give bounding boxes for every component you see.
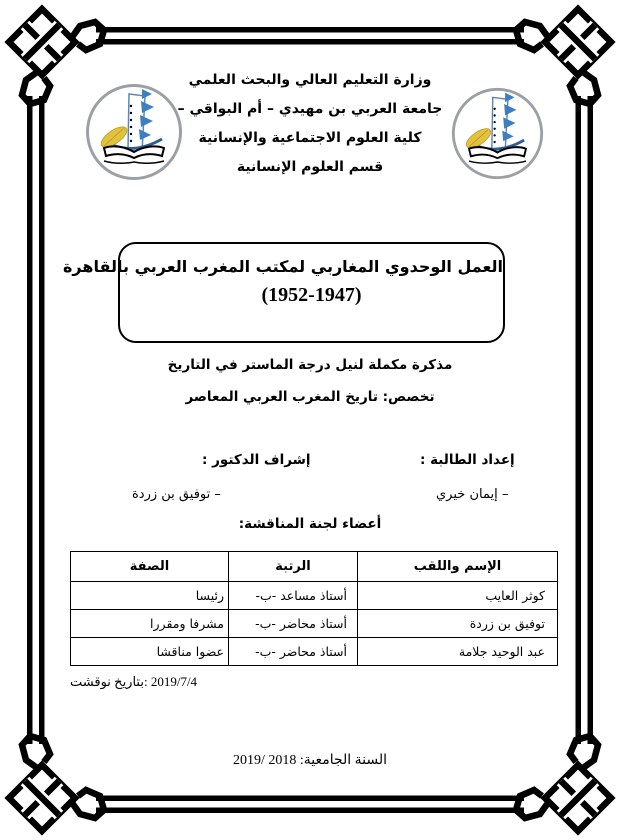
member-name: توفيق بن زردة	[358, 610, 558, 638]
institution-header	[0, 66, 620, 182]
member-name: كوثر العايب	[358, 582, 558, 610]
table-row	[71, 638, 558, 666]
student-name: – إيمان خيري	[436, 487, 509, 502]
university-line: جامعة العربي بن مهيدي – أم البواقي –	[177, 101, 443, 117]
table-row	[71, 582, 558, 610]
specialty-note: تخصص: تاريخ المغرب العربي المعاصر	[185, 389, 435, 405]
thesis-title: العمل الوحدوي المغاربي لمكتب المغرب العربي بالقاهرة	[62, 257, 503, 276]
committee-table	[70, 551, 558, 666]
department-line: قسم العلوم الإنسانية	[236, 159, 384, 175]
corner-knot-bottom-left	[9, 724, 116, 831]
member-role: رئيسا	[71, 582, 229, 610]
thesis-title-box	[62, 242, 505, 343]
col-header-name: الإسم واللقب	[358, 552, 558, 582]
member-rank: أستاذ مساعد -ب-	[229, 582, 358, 610]
member-rank: أستاذ محاضر -ب-	[229, 638, 358, 666]
defense-date: نوقشت‎ بتاريخ:‎ 2019/7/4	[70, 674, 198, 689]
member-name: عبد الوحيد جلامة	[358, 638, 558, 666]
member-role: مشرفا ومقررا	[71, 610, 229, 638]
supervisor-label: إشراف الدكتور :	[202, 452, 311, 468]
student-label: إعداد الطالبة :	[420, 452, 515, 468]
academic-year: السنة الجامعية: 2018 /2019	[232, 753, 388, 768]
faculty-line: كلية العلوم الاجتماعية والإنسانية	[198, 130, 422, 146]
table-header-row	[71, 552, 558, 582]
col-header-role: الصفة	[71, 552, 229, 582]
col-header-rank: الرتبة	[229, 552, 358, 582]
corner-knot-bottom-right	[504, 724, 611, 831]
supervisor-name: – توفيق بن زردة	[132, 487, 221, 502]
table-row	[71, 610, 558, 638]
degree-note: مذكرة مكملة لنيل درجة الماستر في التاريخ	[167, 357, 453, 373]
ministry-line: وزارة التعليم العالي والبحث العلمي	[188, 72, 432, 88]
committee-heading: أعضاء لجنة المناقشة:	[238, 516, 382, 532]
member-role: عضوا مناقشا	[71, 638, 229, 666]
thesis-years: (1952-1947)	[261, 284, 362, 306]
member-rank: أستاذ محاضر -ب-	[229, 610, 358, 638]
